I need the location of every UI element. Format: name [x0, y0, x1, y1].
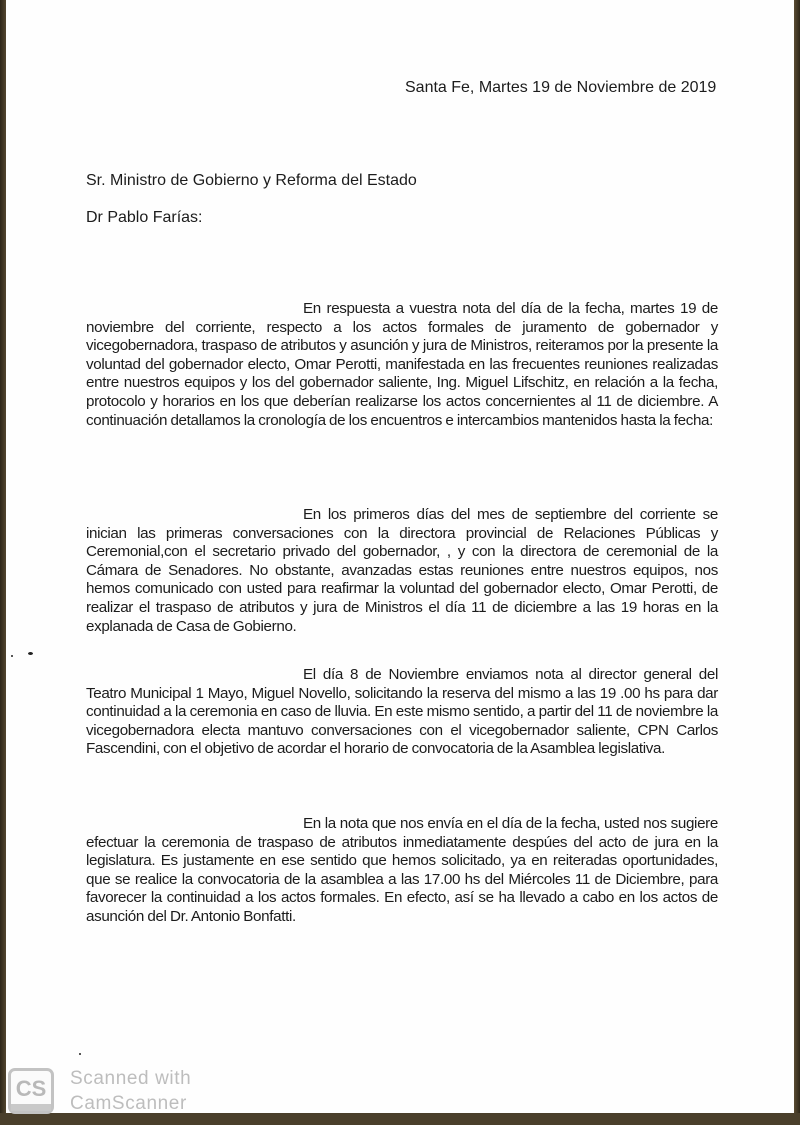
date-line: Santa Fe, Martes 19 de Noviembre de 2019 — [405, 79, 717, 96]
body-paragraph-3 — [86, 666, 718, 759]
paragraph-text: En la nota que nos envía en el día de la fecha, usted nos sugiere efectuar la ceremonia de traspaso de atributos inmediatamente despúes del acto de jura en la legislatura. Es justamente en ese sentido que hemos solicitado, ya en reiteradas oportunidades, que se realice la convocatoria de la asamblea a las 17.00 hs del Miércoles 11 de Diciembre, para favorecer la continuidad a los actos formales. En efecto, así se ha llevado a cabo en los actos de asunción del Dr. Antonio Bonfatti. — [86, 815, 718, 925]
recipient-line: Sr. Ministro de Gobierno y Reforma del Estado — [86, 172, 417, 189]
salutation-line: Dr Pablo Farías: — [86, 209, 203, 226]
ink-speck — [28, 652, 33, 655]
paragraph-text: En respuesta a vuestra nota del día de la fecha, martes 19 de noviembre del corriente, respecto a los actos formales de juramento de gobernador y vicegobernadora, traspaso de atributos y asunción y jura de Ministros, reiteramos por la presente la voluntad del gobernador electo, Omar Perotti, manifestada en las frecuentes reuniones realizadas entre nuestros equipos y los del gobernador saliente, Ing. Miguel Lifschitz, en relación a la fecha, protocolo y horarios en los que deberían realizarse los actos concernientes al 11 de diciembre. A continuación detallamos la cronología de los encuentros e intercambios mantenidos hasta la fecha: — [86, 300, 718, 429]
watermark-line-1: Scanned with — [70, 1068, 192, 1089]
body-paragraph-1 — [86, 300, 718, 430]
body-paragraph-4 — [86, 815, 718, 927]
scan-background-right — [794, 0, 800, 1125]
camscanner-logo-icon: CS — [8, 1068, 54, 1114]
body-paragraph-2 — [86, 506, 718, 636]
ink-speck — [11, 655, 13, 657]
ink-speck — [79, 1053, 81, 1055]
paragraph-text: El día 8 de Noviembre enviamos nota al director general del Teatro Municipal 1 Mayo, Miguel Novello, solicitando la reserva del mismo a las 19 .00 hs para dar continuidad a la ceremonia en caso de lluvia. En este mismo sentido, a partir del 11 de noviembre la vicegobernadora electa mantuvo conversaciones con el vicegobernador saliente, CPN Carlos Fascendini, con el objetivo de acordar el horario de convocatoria de la Asamblea legislativa. — [86, 666, 718, 758]
camscanner-watermark — [8, 1066, 218, 1116]
paragraph-text: En los primeros días del mes de septiembre del corriente se inician las primeras conversaciones con la directora provincial de Relaciones Públicas y Ceremonial,con el secretario privado del gobernador, , y con la directora de ceremonial de la Cámara de Senadores. No obstante, avanzadas estas reuniones entre nuestros equipos, nos hemos comunicado con usted para reafirmar la voluntad del gobernador electo, Omar Perotti, de realizar el traspaso de atributos y jura de Ministros el día 11 de diciembre a las 19 horas en la explanada de Casa de Gobierno. — [86, 506, 718, 635]
watermark-line-2: CamScanner — [70, 1093, 187, 1114]
